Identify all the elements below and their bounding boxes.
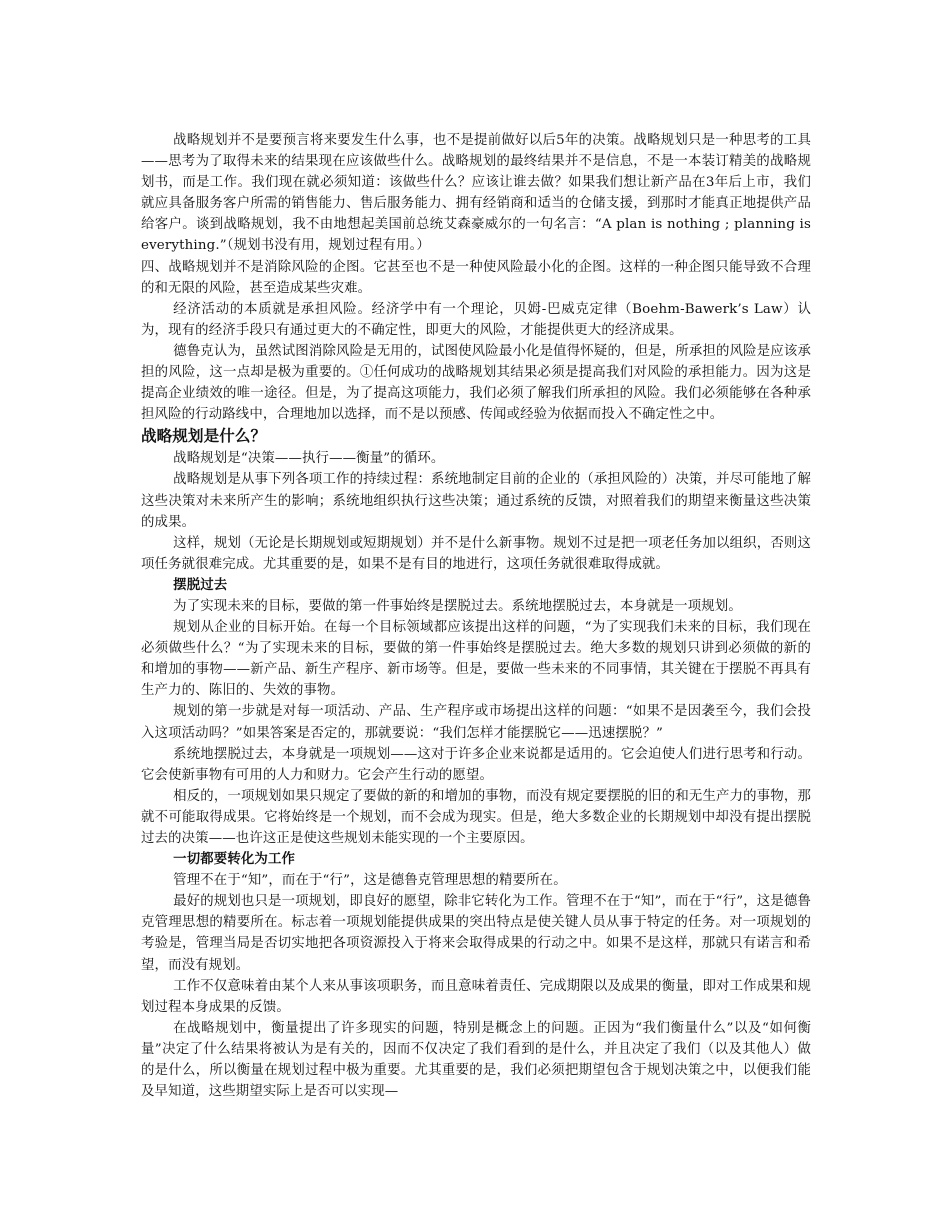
paragraph: 战略规划是“决策——执行——衡量”的循环。 bbox=[173, 451, 445, 467]
section-heading: 战略规划是什么？ bbox=[141, 427, 267, 446]
subsection-heading: 一切都要转化为工作 bbox=[173, 852, 296, 868]
paragraph: 管理不在于“知”，而在于“行”，这是德鲁克管理思想的精要所在。 bbox=[173, 873, 567, 889]
paragraph: 四、战略规划并不是消除风险的企图。它甚至也不是一种使风险最小化的企图。这样的一种企图只能导致不合理的和无限的风险，甚至造成某些灾难。 bbox=[141, 259, 811, 296]
paragraph: 在战略规划中，衡量提出了许多现实的问题，特别是概念上的问题。正因为“我们衡量什么”以及“如何衡量”决定了什么结果将被认为是有关的，因而不仅决定了我们看到的是什么，并且决定了我们（以及其他人）做的是什么，所以衡量在规划过程中极为重要。尤其重要的是，我们必须把期望包含于规划决策之中，以便我们能及早知道，这些期望实际上是否可以实现— bbox=[141, 1020, 811, 1100]
paragraph: 规划从企业的目标开始。在每一个目标领域都应该提出这样的问题，“为了实现我们未来的目标，我们现在必须做些什么？“为了实现未来的目标，要做的第一件事始终是摆脱过去。绝大多数的规划只讲到必须做的新的和增加的事物——新产品、新生产程序、新市场等。但是，要做一些未来的不同事情，其关键在于摆脱不再具有生产力的、陈旧的、失效的事物。 bbox=[141, 620, 811, 699]
paragraph: 战略规划并不是要预言将来要发生什么事，也不是提前做好以后5年的决策。战略规划只是一种思考的工具——思考为了取得未来的结果现在应该做些什么。战略规划的最终结果并不是信息，不是一本装订精美的战略规划书，而是工作。我们现在就必须知道：该做些什么？应该让谁去做？如果我们想让新产品在3年后上市，我们就应具备服务客户所需的销售能力、售后服务能力、拥有经销商和适当的仓储支援，到那时才能真正地提供产品给客户。谈到战略规划，我不由地想起美国前总统艾森豪威尔的一句名言：“A plan is nothing ; planning is everything.”（规划书没有用，规划过程有用。） bbox=[141, 133, 811, 254]
paragraph: 相反的，一项规划如果只规定了要做的新的和增加的事物，而没有规定要摆脱的旧的和无生产力的事物，那就不可能取得成果。它将始终是一个规划，而不会成为现实。但是，绝大多数企业的长期规划中却没有提出摆脱过去的决策——也许这正是使这些规划未能实现的一个主要原因。 bbox=[141, 788, 811, 846]
paragraph: 工作不仅意味着由某个人来从事该项职务，而且意味着责任、完成期限以及成果的衡量，即对工作成果和规划过程本身成果的反馈。 bbox=[141, 978, 811, 1015]
paragraph: 系统地摆脱过去，本身就是一项规划——这对于许多企业来说都是适用的。它会迫使人们进行思考和行动。它会使新事物有可用的人力和财力。它会产生行动的愿望。 bbox=[141, 746, 811, 783]
paragraph: 德鲁克认为，虽然试图消除风险是无用的，试图使风险最小化是值得怀疑的，但是，所承担的风险是应该承担的风险，这一点却是极为重要的。①任何成功的战略规划其结果必须是提高我们对风险的承担能力。因为这是提高企业绩效的唯一途径。但是，为了提高这项能力，我们必须了解我们所承担的风险。我们必须能够在各种承担风险的行动路线中，合理地加以选择，而不是以预感、传闻或经验为依据而投入不确定性之中。 bbox=[141, 343, 811, 423]
paragraph: 规划的第一步就是对每一项活动、产品、生产程序或市场提出这样的问题：“如果不是因袭至今，我们会投入这项活动吗？”如果答案是否定的，那就要说：“我们怎样才能摆脱它——迅速摆脱？” bbox=[141, 704, 811, 741]
subsection-heading: 摆脱过去 bbox=[173, 577, 228, 593]
paragraph: 经济活动的本质就是承担风险。经济学中有一个理论，贝姆-巴威克定律（Boehm-Bawerk’s Law）认为，现有的经济手段只有通过更大的不确定性，即更大的风险，才能提供更大的经济成果。 bbox=[141, 301, 811, 338]
document-body bbox=[141, 130, 811, 1102]
paragraph: 最好的规划也只是一项规划，即良好的愿望，除非它转化为工作。管理不在于“知”，而在于“行”，这是德鲁克管理思想的精要所在。标志着一项规划能提供成果的突出特点是使关键人员从事于特定的任务。对一项规划的考验是，管理当局是否切实地把各项资源投入于将来会取得成果的行动之中。如果不是这样，那就只有诺言和希望，而没有规划。 bbox=[141, 894, 811, 973]
paragraph: 为了实现未来的目标，要做的第一件事始终是摆脱过去。系统地摆脱过去，本身就是一项规划。 bbox=[173, 598, 742, 614]
paragraph: 战略规划是从事下列各项工作的持续过程：系统地制定目前的企业的（承担风险的）决策，并尽可能地了解这些决策对未来所产生的影响；系统地组织执行这些决策；通过系统的反馈，对照着我们的期望来衡量这些决策的成果。 bbox=[141, 472, 811, 530]
paragraph: 这样，规划（无论是长期规划或短期规划）并不是什么新事物。规划不过是把一项老任务加以组织，否则这项任务就很难完成。尤其重要的是，如果不是有目的地进行，这项任务就很难取得成就。 bbox=[141, 535, 811, 572]
